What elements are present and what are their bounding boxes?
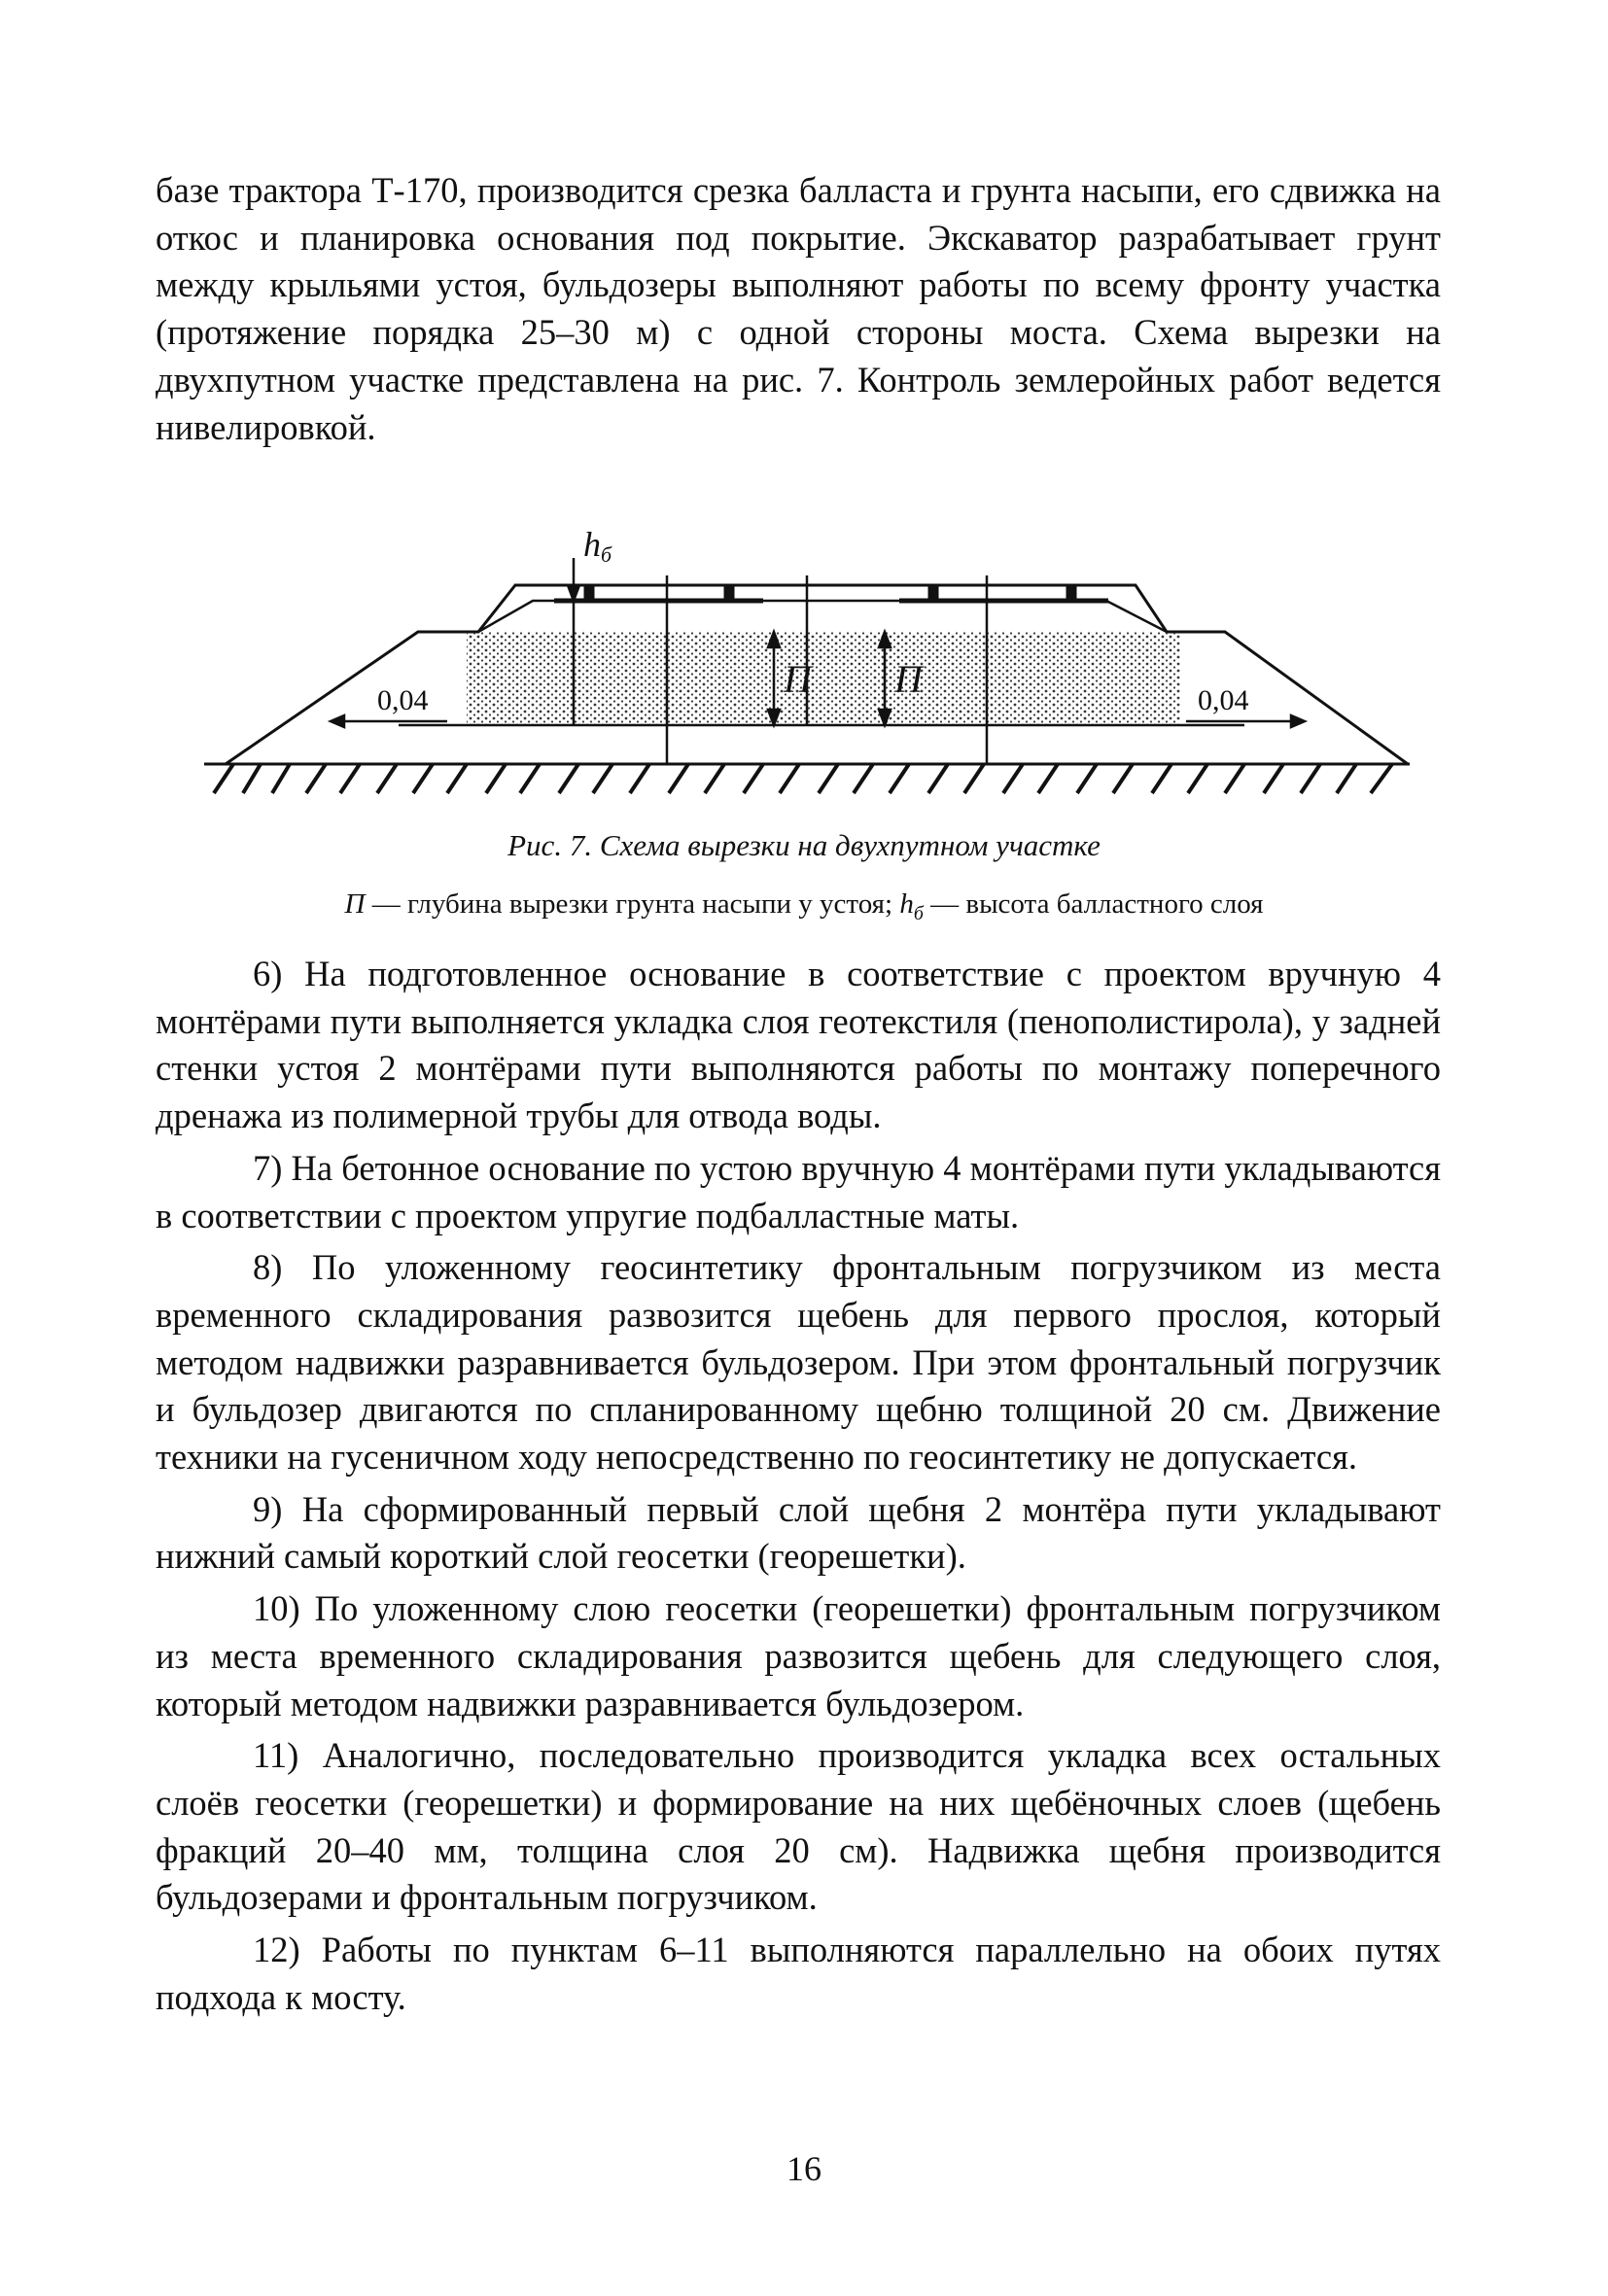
step-paragraph: 10) По уложенному слою геосетки (георешетки) фронтальным погрузчиком из места временного складирования развозится щебень для следующего слоя, который методом надвижки разравнивается бульдозером. (156, 1588, 1441, 1723)
step-paragraph: 12) Работы по пунктам 6–11 выполняются параллельно на обоих путях подхода к мосту. (156, 1930, 1441, 2017)
figure-legend (0, 888, 1608, 925)
ballast-prism (478, 601, 1167, 632)
label-p-right: П (894, 657, 923, 701)
label-hb: hб (583, 525, 612, 567)
step-paragraph: 11) Аналогично, последовательно производится укладка всех остальных слоёв геосетки (георешетки) и формирование на них щебёночных слоев (щебень фракций 20–40 мм, толщина слоя 20 см). Надвижка щебня производится бульдозерами и фронтальным погрузчиком. (156, 1735, 1441, 1918)
label-slope-right: 0,04 (1198, 684, 1249, 716)
embankment-cut-diagram (204, 519, 1419, 797)
intro-paragraph: базе трактора Т-170, производится срезка балласта и грунта насыпи, его сдвижка на откос и планировка основания под покрытие. Экскаватор разрабатывает грунт между крыльями устоя, бульдозеры выполняют работы по всему фронту участка (протяжение порядка 25–30 м) с одной стороны моста. Схема вырезки на двухпутном участке представлена на рис. 7. Контроль землеройных работ ведется нивелировкой. (156, 170, 1441, 447)
step-paragraph: 9) На сформированный первый слой щебня 2 монтёра пути укладывают нижний самый короткий слой геосетки (георешетки). (156, 1488, 1441, 1577)
label-p-left: П (784, 657, 812, 701)
track-right (899, 587, 1108, 601)
page-number: 16 (787, 2149, 821, 2188)
step-paragraph: 8) По уложенному геосинтетику фронтальным погрузчиком из места временного складирования развозится щебень для первого прослоя, который методом надвижки разравнивается бульдозером. При этом фронтальный погрузчик и бульдозер двигаются по спланированному щебню толщиной 20 см. Движение техники на гусеничном ходу непосредственно по геосинтетику не допускается. (156, 1247, 1441, 1478)
steps-list (156, 951, 1441, 2026)
legend-p-text: — глубина вырезки грунта насыпи у устоя; (365, 888, 900, 920)
ground-hatching (204, 764, 1410, 793)
legend-h-text: — высота балластного слоя (923, 888, 1264, 920)
track-left (554, 587, 763, 601)
step-paragraph: 7) На бетонное основание по устою вручную 4 монтёрами пути укладываются в соответствии с проектом упругие подбалластные маты. (156, 1147, 1441, 1235)
legend-h-symbol: h (899, 888, 914, 920)
legend-h-sub: б (913, 902, 924, 924)
intro-text (156, 167, 1441, 451)
label-slope-left: 0,04 (377, 684, 429, 716)
figure-caption: Рис. 7. Схема вырезки на двухпутном участке (507, 828, 1101, 862)
legend-p-symbol: П (344, 888, 366, 920)
step-paragraph: 6) На подготовленное основание в соответствие с проектом вручную 4 монтёрами пути выполняется укладка слоя геотекстиля (пенополистирола), у задней стенки устоя 2 монтёрами пути выполняются работы по монтажу поперечного дренажа из полимерной трубы для отвода воды. (156, 954, 1441, 1136)
